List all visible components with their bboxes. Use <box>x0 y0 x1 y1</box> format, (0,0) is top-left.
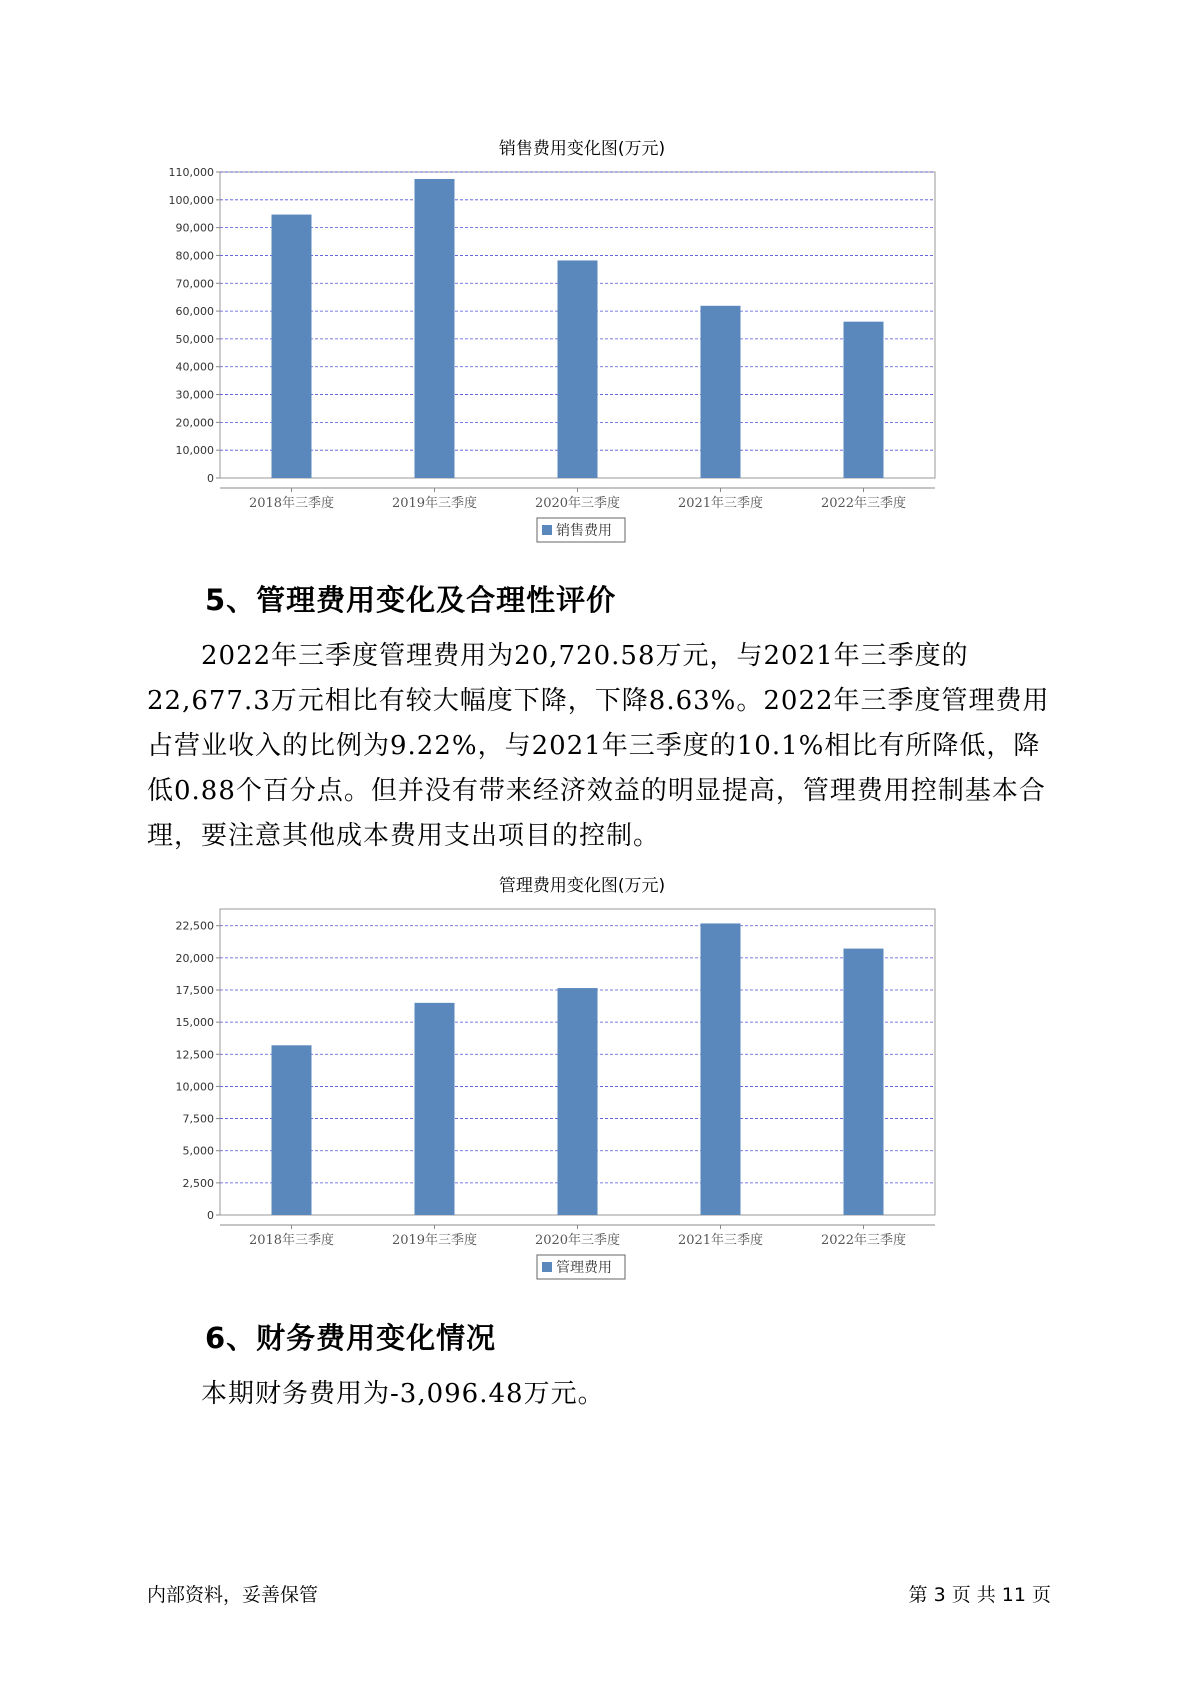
y-tick-label: 0 <box>207 1209 214 1222</box>
legend-swatch <box>542 525 552 535</box>
bar <box>415 179 455 478</box>
y-tick-label: 30,000 <box>175 388 214 402</box>
x-tick-label: 2019年三季度 <box>391 1233 478 1248</box>
section-5-heading: 5、管理费用变化及合理性评价 <box>205 583 617 617</box>
legend-label: 管理费用 <box>556 1260 612 1276</box>
y-tick-label: 2,500 <box>182 1176 214 1190</box>
admin-expense-chart <box>150 875 1030 1295</box>
bar <box>844 949 884 1215</box>
bar <box>558 988 598 1215</box>
footer-confidential: 内部资料，妥善保管 <box>147 1584 319 1606</box>
y-tick-label: 80,000 <box>175 249 214 263</box>
y-tick-label: 60,000 <box>175 305 214 319</box>
footer-page-number: 第 3 页 共 11 页 <box>908 1584 1051 1606</box>
x-tick-label: 2018年三季度 <box>248 1233 335 1248</box>
y-tick-label: 10,000 <box>175 444 214 458</box>
bar <box>558 260 598 478</box>
y-tick-label: 17,500 <box>175 984 214 997</box>
y-tick-label: 10,000 <box>175 1080 214 1094</box>
section-5-paragraph <box>147 634 1067 859</box>
x-tick-label: 2020年三季度 <box>534 496 621 511</box>
y-tick-label: 110,000 <box>168 166 214 179</box>
bar <box>701 306 741 478</box>
sales-expense-chart <box>150 138 1030 558</box>
y-tick-label: 50,000 <box>175 332 214 346</box>
sales-expense-chart-svg <box>150 138 1030 558</box>
section-6-heading: 6、财务费用变化情况 <box>205 1321 497 1355</box>
chart-title: 销售费用变化图(万元) <box>498 139 666 159</box>
x-tick-label: 2022年三季度 <box>820 1233 907 1248</box>
bar <box>844 322 884 478</box>
y-tick-label: 7,500 <box>182 1112 214 1126</box>
y-tick-label: 100,000 <box>168 193 214 207</box>
bar <box>272 215 312 478</box>
y-tick-label: 90,000 <box>175 221 214 235</box>
x-tick-label: 2020年三季度 <box>534 1233 621 1248</box>
x-tick-label: 2022年三季度 <box>820 496 907 511</box>
y-tick-label: 0 <box>207 472 214 485</box>
y-tick-label: 20,000 <box>175 951 214 965</box>
plot-area <box>176 909 936 1279</box>
section-6-paragraph <box>147 1372 1067 1417</box>
x-tick-label: 2018年三季度 <box>248 496 335 511</box>
y-tick-label: 15,000 <box>175 1016 214 1030</box>
x-tick-label: 2021年三季度 <box>677 496 764 511</box>
legend-label: 销售费用 <box>556 523 612 539</box>
y-tick-label: 70,000 <box>175 277 214 291</box>
x-tick-label: 2019年三季度 <box>391 496 478 511</box>
section-6-body: 本期财务费用为-3,096.48万元。 <box>201 1379 605 1409</box>
y-tick-label: 5,000 <box>182 1144 214 1158</box>
plot-area <box>169 166 936 542</box>
admin-expense-chart-svg <box>150 875 1030 1295</box>
y-tick-label: 40,000 <box>175 360 214 374</box>
y-tick-label: 20,000 <box>175 416 214 430</box>
bar <box>415 1003 455 1215</box>
bar <box>701 923 741 1215</box>
section-5-body: 2022年三季度管理费用为20,720.58万元，与2021年三季度的22,677.3万元相比有较大幅度下降，下降8.63%。2022年三季度管理费用占营业收入的比例为9.22%，与2021年三季度的10.1%相比有所降低，降低0.88个百分点。但并没有带来经济效益的明显提高，管理费用控制基本合理，要注意其他成本费用支出项目的控制。 <box>147 641 1050 851</box>
x-tick-label: 2021年三季度 <box>677 1233 764 1248</box>
y-tick-label: 22,500 <box>175 919 214 933</box>
legend-swatch <box>542 1262 552 1272</box>
y-tick-label: 12,500 <box>175 1048 214 1062</box>
chart-title: 管理费用变化图(万元) <box>498 876 666 896</box>
bar <box>272 1045 312 1215</box>
